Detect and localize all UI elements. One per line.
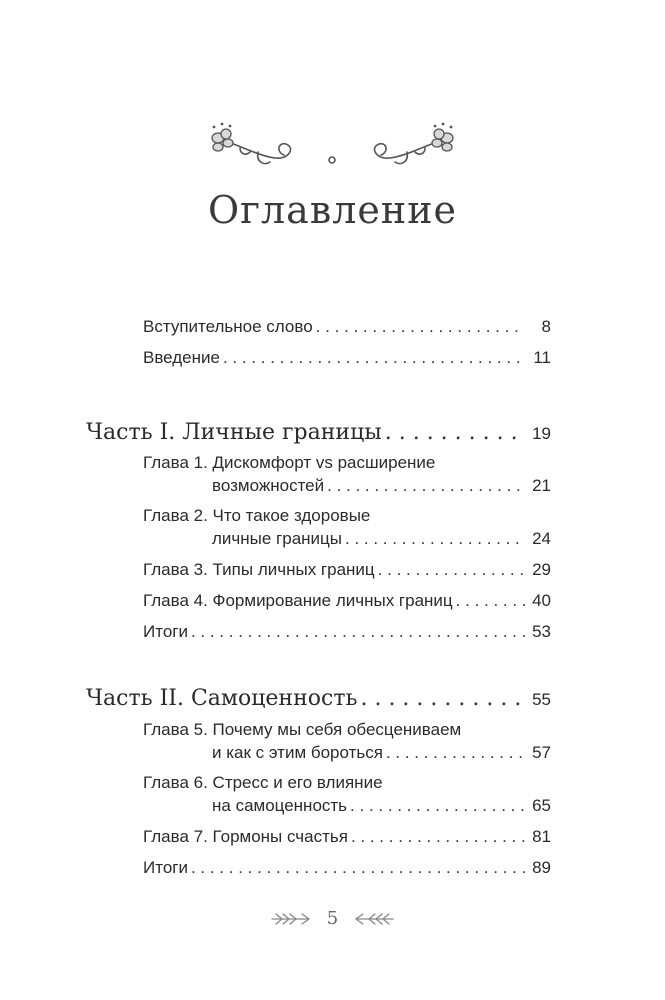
leader-dots [385,420,525,445]
toc-entry-page: 40 [532,591,551,610]
leader-dots [345,529,525,549]
toc-entry-chapter-2[interactable] [212,529,551,549]
toc-entry-line[interactable]: Глава 2. Что такое здоровые [143,506,371,525]
toc-entry-label: Итоги [143,858,188,877]
toc-entry-page: 81 [532,827,551,846]
toc-entry-page: 11 [533,348,551,367]
toc-entry-page: 89 [532,858,551,877]
toc-entry-chapter-6[interactable] [212,796,551,816]
floral-ornament-icon [200,118,465,178]
toc-entry-summary-1[interactable] [143,622,551,642]
leader-dots [350,796,525,816]
leader-dots [378,560,525,580]
toc-entry-introduction[interactable] [143,348,551,368]
toc-entry-label: Глава 4. Формирование личных границ [143,591,453,610]
toc-entry-chapter-5[interactable] [212,743,551,763]
toc-entry-label: Вступительное слово [143,317,313,336]
toc-entry-label: и как с этим бороться [212,743,383,762]
leader-dots [351,827,525,847]
page-number: 5 [326,908,339,929]
toc-entry-chapter-7[interactable] [143,827,551,847]
toc-entry-page: 55 [532,690,551,709]
toc-entry-foreword[interactable] [143,317,551,337]
toc-entry-chapter-3[interactable] [143,560,551,580]
arrow-ornament-left-icon [270,912,312,926]
arrow-ornament-right-icon [353,912,395,926]
leader-dots [360,686,525,711]
toc-entry-label: возможностей [212,476,325,495]
toc-entry-page: 57 [532,743,551,762]
leader-dots [191,622,525,642]
toc-entry-page: 19 [532,424,551,443]
toc-part-1[interactable] [86,420,551,445]
toc-entry-chapter-4[interactable] [143,591,551,611]
leader-dots [223,348,525,368]
toc-entry-line[interactable]: Глава 6. Стресс и его влияние [143,773,383,792]
leader-dots [191,858,525,878]
toc-entry-page: 8 [541,317,551,336]
toc-entry-page: 21 [532,476,551,495]
toc-entry-label: Глава 7. Гормоны счастья [143,827,348,846]
toc-entry-summary-2[interactable] [143,858,551,878]
leader-dots [327,476,525,496]
toc-part-2[interactable] [86,686,551,711]
toc-entry-line[interactable]: Глава 1. Дискомфорт vs расширение [143,453,436,472]
toc-entry-line[interactable]: Глава 5. Почему мы себя обесцениваем [143,720,462,739]
toc-entry-label: на самоценность [212,796,348,815]
toc-entry-label: личные границы [212,529,343,548]
toc-entry-label: Итоги [143,622,188,641]
toc-entry-label: Глава 3. Типы личных границ [143,560,375,579]
leader-dots [456,591,525,611]
toc-entry-page: 29 [532,560,551,579]
leader-dots [316,317,525,337]
toc-entry-page: 53 [532,622,551,641]
page-title: Оглавление [207,188,458,232]
toc-entry-page: 24 [532,529,551,548]
part-title: Часть II. Самоценность [86,686,358,711]
leader-dots [386,743,525,763]
toc-entry-label: Введение [143,348,220,367]
part-title: Часть I. Личные границы [86,420,382,445]
page-footer [0,908,665,929]
toc-entry-chapter-1[interactable] [212,476,551,496]
toc-entry-page: 65 [532,796,551,815]
